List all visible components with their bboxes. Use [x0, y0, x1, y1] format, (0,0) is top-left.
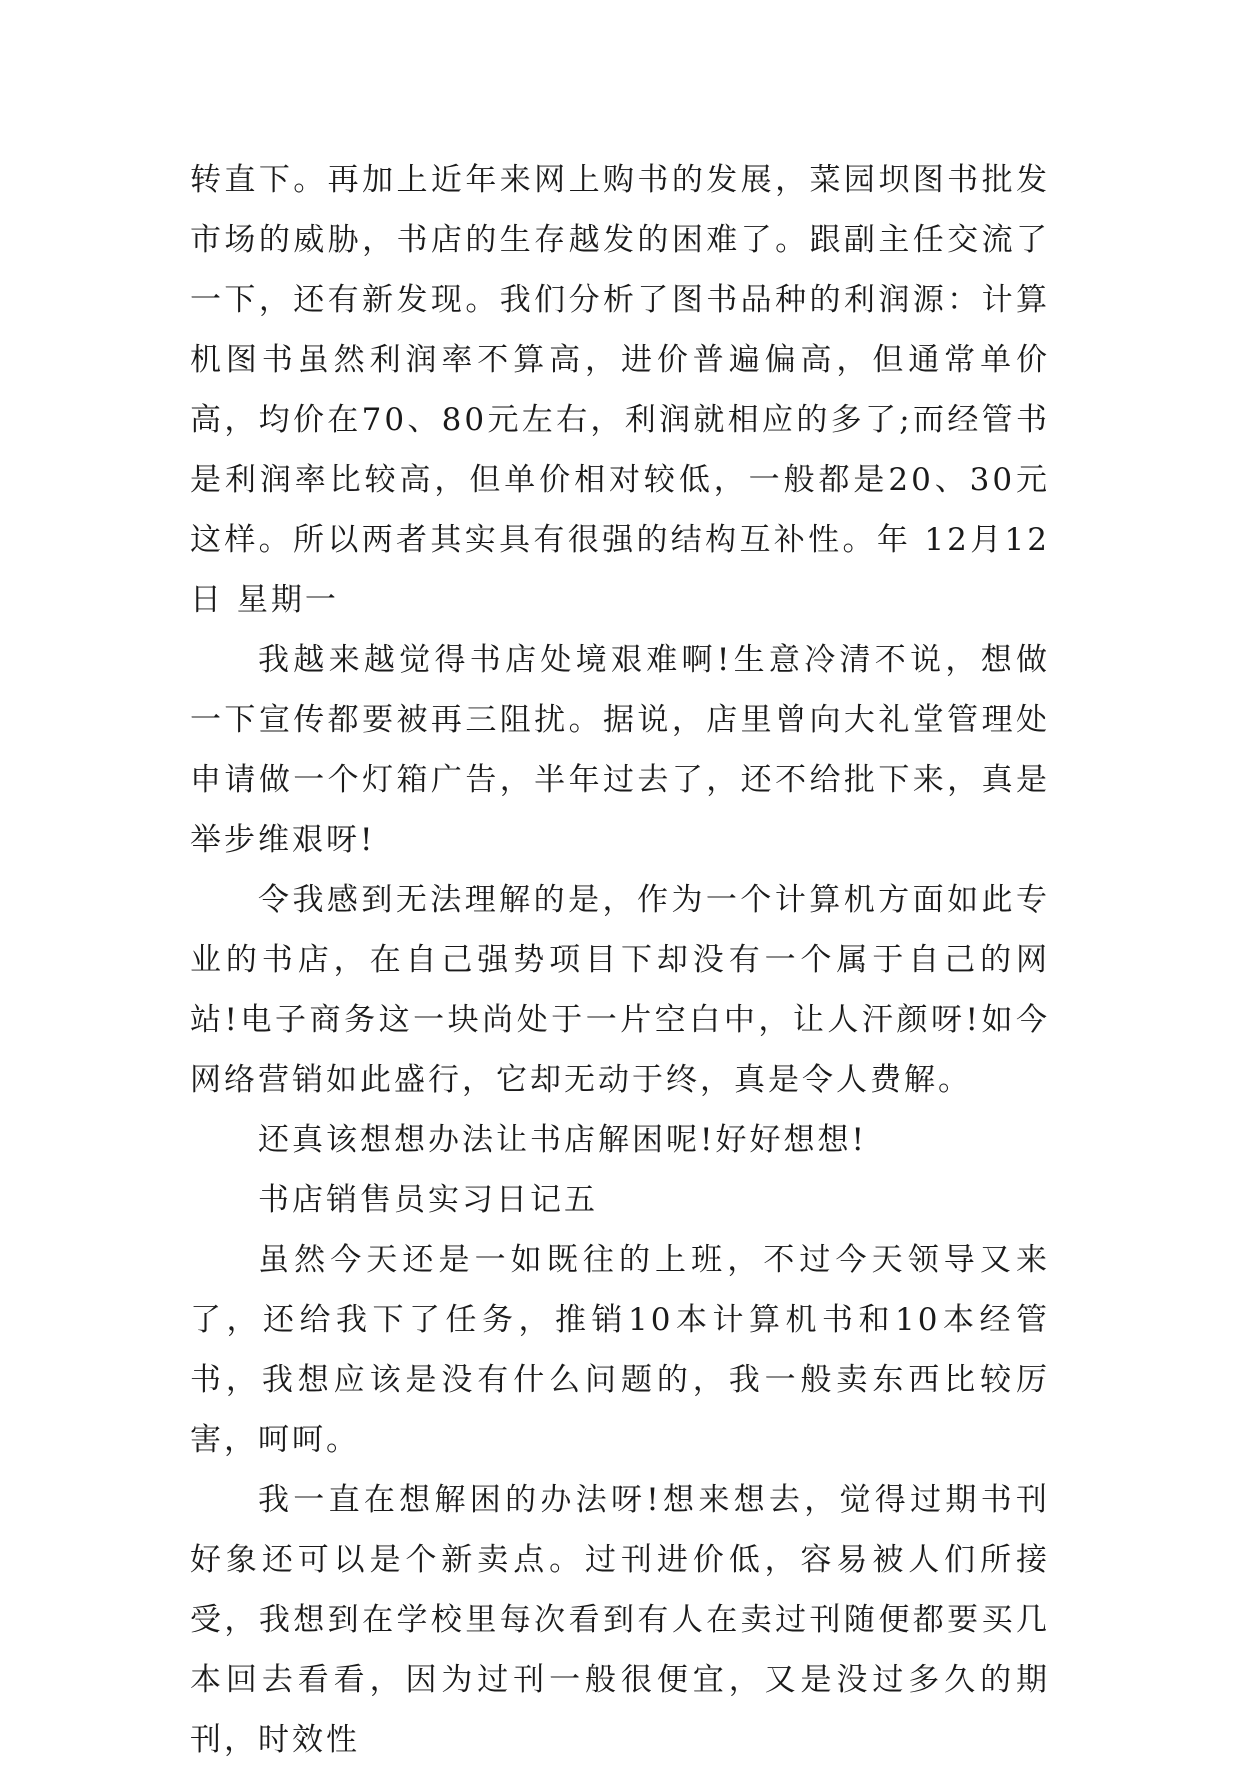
section-heading: 书店销售员实习日记五	[258, 1182, 598, 1218]
paragraph-continued: 转直下。再加上近年来网上购书的发展，菜园坝图书批发市场的威胁，书店的生存越发的困难了。跟副主任交流了一下，还有新发现。我们分析了图书品种的利润源：计算机图书虽然利润率不算高，进价普遍偏高，但通常单价高，均价在70、80元左右，利润就相应的多了;而经管书是利润率比较高，但单价相对较低，一般都是20、30元这样。所以两者其实具有很强的结构互补性。年 12月12日 星期一	[190, 162, 1050, 618]
paragraph: 我越来越觉得书店处境艰难啊!生意冷清不说，想做一下宣传都要被再三阻扰。据说，店里曾向大礼堂管理处申请做一个灯箱广告，半年过去了，还不给批下来，真是举步维艰呀!	[190, 642, 1050, 858]
paragraph: 我一直在想解困的办法呀!想来想去，觉得过期书刊好象还可以是个新卖点。过刊进价低，容易被人们所接受，我想到在学校里每次看到有人在卖过刊随便都要买几本回去看看，因为过刊一般很便宜，又是没过多久的期刊，时效性	[190, 1482, 1050, 1758]
paragraph: 令我感到无法理解的是，作为一个计算机方面如此专业的书店，在自己强势项目下却没有一个属于自己的网站!电子商务这一块尚处于一片空白中，让人汗颜呀!如今网络营销如此盛行，它却无动于终，真是令人费解。	[190, 882, 1050, 1098]
paragraph: 还真该想想办法让书店解困呢!好好想想!	[258, 1122, 867, 1158]
paragraph: 虽然今天还是一如既往的上班，不过今天领导又来了，还给我下了任务，推销10本计算机书和10本经管书，我想应该是没有什么问题的，我一般卖东西比较厉害，呵呵。	[190, 1242, 1050, 1458]
document-body	[190, 150, 1050, 1770]
